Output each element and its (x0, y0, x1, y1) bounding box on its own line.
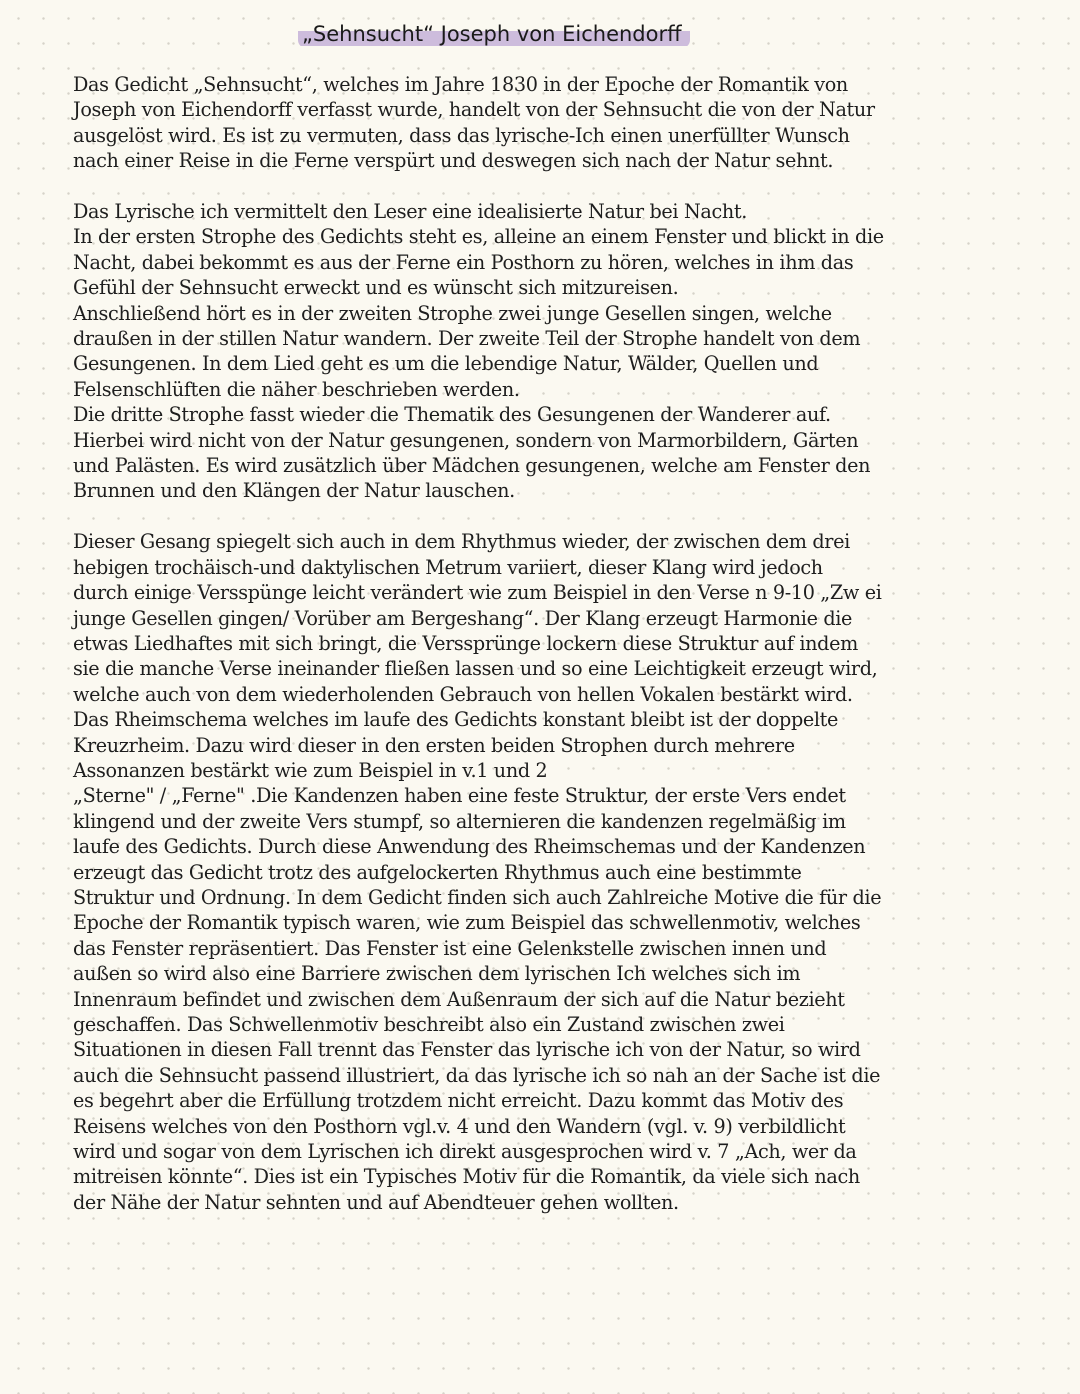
text-line: Die dritte Strophe fasst wieder die Thematik des Gesungenen der Wanderer auf. (73, 403, 831, 427)
text-line: draußen in der stillen Natur wandern. Der zweite Teil der Strophe handelt von dem (73, 327, 861, 351)
text-line: Situationen in diesen Fall trennt das Fenster das lyrische ich von der Natur, so wird (73, 1038, 861, 1062)
text-line: etwas Liedhaftes mit sich bringt, die Verssprünge lockern diese Struktur auf indem (73, 631, 858, 655)
text-line: Dieser Gesang spiegelt sich auch in dem Rhythmus wieder, der zwischen dem drei (73, 530, 850, 554)
text-line: ausgelöst wird. Es ist zu vermuten, dass das lyrische-Ich einen unerfüllter Wunsch (73, 123, 850, 147)
text-line: das Fenster repräsentiert. Das Fenster ist eine Gelenkstelle zwischen innen und (73, 936, 827, 960)
text-line: durch einige Versspünge leicht verändert wie zum Beispiel in den Verse n 9-10 „Zw ei (73, 581, 882, 605)
text-line: Brunnen und den Klängen der Natur lauschen. (73, 479, 515, 503)
text-line: Das Rheimschema welches im laufe des Gedichts konstant bleibt ist der doppelte (73, 708, 839, 732)
page-title: „Sehnsucht“ Joseph von Eichendorff (298, 20, 690, 48)
paragraph-1 (73, 72, 1008, 174)
text-line: Felsenschlüften die näher beschrieben werden. (73, 377, 520, 401)
text-line: Gesungenen. In dem Lied geht es um die lebendige Natur, Wälder, Quellen und (73, 352, 819, 376)
text-line: Joseph von Eichendorff verfasst wurde, handelt von der Sehnsucht die von der Natur (73, 98, 875, 122)
text-line: Anschließend hört es in der zweiten Strophe zwei junge Gesellen singen, welche (73, 301, 832, 325)
text-line: Nacht, dabei bekommt es aus der Ferne ein Posthorn zu hören, welches in ihm das (73, 250, 854, 274)
text-line: In der ersten Strophe des Gedichts steht es, alleine an einem Fenster und blickt in die (73, 225, 884, 249)
text-line: junge Gesellen gingen/ Vorüber am Bergeshang“. Der Klang erzeugt Harmonie die (73, 606, 853, 630)
paragraph-3 (73, 529, 1008, 1215)
text-line: welche auch von dem wiederholenden Gebrauch von hellen Vokalen bestärkt wird. (73, 682, 853, 706)
text-line: geschaffen. Das Schwellenmotiv beschreibt also ein Zustand zwischen zwei (73, 1013, 785, 1036)
text-line: erzeugt das Gedicht trotz des aufgelockerten Rhythmus auch eine bestimmte (73, 860, 802, 884)
text-line: es begehrt aber die Erfüllung trotzdem nicht erreicht. Dazu kommt das Motiv des (73, 1089, 844, 1113)
text-line: hebigen trochäisch-und daktylischen Metrum variiert, dieser Klang wird jedoch (73, 555, 823, 579)
text-line: mitreisen könnte“. Dies ist ein Typisches Motiv für die Romantik, da viele sich nach (73, 1165, 860, 1189)
text-line: „Sterne" / „Ferne" .Die Kandenzen haben eine feste Struktur, der erste Vers endet (73, 784, 846, 808)
text-line: nach einer Reise in die Ferne verspürt und deswegen sich nach der Natur sehnt. (73, 149, 834, 173)
text-line: Gefühl der Sehnsucht erweckt und es wünscht sich mitzureisen. (73, 276, 679, 300)
text-line: Das Lyrische ich vermittelt den Leser eine idealisierte Natur bei Nacht. (73, 200, 748, 224)
text-line: Epoche der Romantik typisch waren, wie zum Beispiel das schwellenmotiv, welches (73, 911, 861, 935)
text-line: laufe des Gedichts. Durch diese Anwendung des Rheimschemas und der Kandenzen (73, 835, 866, 859)
text-line: Das Gedicht „Sehnsucht“, welches im Jahre 1830 in der Epoche der Romantik von (73, 73, 848, 96)
essay-body (73, 72, 1008, 1241)
text-line: klingend und der zweite Vers stumpf, so alternieren die kandenzen regelmäßig im (73, 809, 846, 833)
text-line: auch die Sehnsucht passend illustriert, da das lyrische ich so nah an der Sache ist die (73, 1063, 881, 1087)
text-line: Reisens welches von den Posthorn vgl.v. 4 und den Wandern (vgl. v. 9) verbildlicht (73, 1114, 846, 1138)
paragraph-2 (73, 199, 1008, 504)
text-line: der Nähe der Natur sehnten und auf Abendteuer gehen wollten. (73, 1190, 679, 1214)
text-line: Innenraum befindet und zwischen dem Außenraum der sich auf die Natur bezieht (73, 987, 845, 1011)
text-line: Struktur und Ordnung. In dem Gedicht finden sich auch Zahlreiche Motive die für die (73, 885, 882, 909)
text-line: Assonanzen bestärkt wie zum Beispiel in v.1 und 2 (73, 758, 548, 782)
text-line: Kreuzrheim. Dazu wird dieser in den ersten beiden Strophen durch mehrere (73, 733, 795, 757)
text-line: wird und sogar von dem Lyrischen ich direkt ausgesprochen wird v. 7 „Ach, wer da (73, 1140, 857, 1164)
text-line: sie die manche Verse ineinander fließen lassen und so eine Leichtigkeit erzeugt wird, (73, 657, 878, 681)
text-line: Hierbei wird nicht von der Natur gesungenen, sondern von Marmorbildern, Gärten (73, 428, 859, 452)
text-line: außen so wird also eine Barriere zwischen dem lyrischen Ich welches sich im (73, 962, 801, 986)
text-line: und Palästen. Es wird zusätzlich über Mädchen gesungenen, welche am Fenster den (73, 454, 871, 478)
